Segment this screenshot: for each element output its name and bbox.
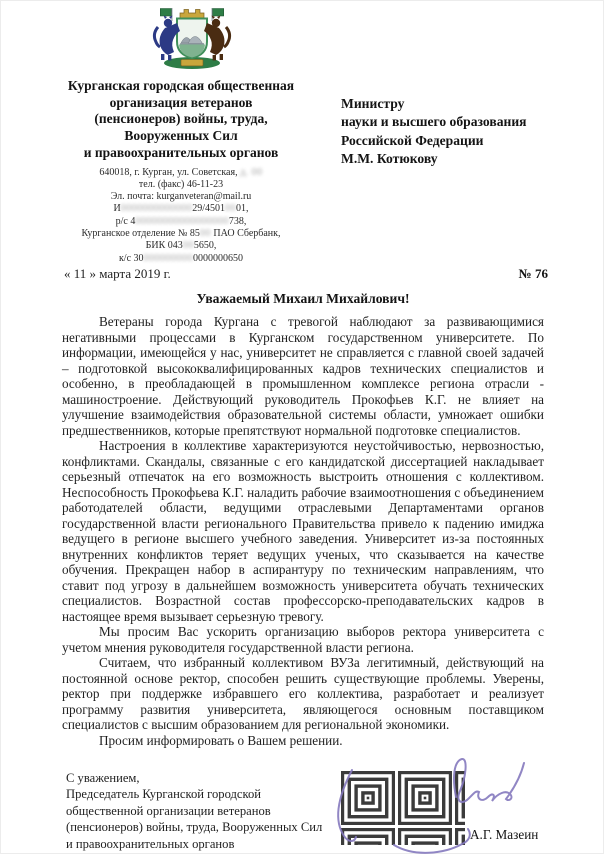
meta-row [64,266,548,282]
contact-text: БИК 043 [145,240,183,252]
contact-text: 5650, [193,240,217,252]
body-paragraph: Считаем, что избранный коллективом ВУЗа легитимный, действующий на постоянной основе ректор, способен решить существующие проблемы. Уверены, ректор при поддержке избравшего его коллектива, разработает и реализует программу развития университета, являющегося основным поставщиком специалистов с высшим образованием для региональной экономики. [62,655,544,732]
contact-text: тел. (факс) 46-11-23 [138,178,224,190]
redacted-text: 0000000000000 [120,203,193,215]
org-name-line: и правоохранительных органов [83,144,279,160]
body-paragraph: Просим информировать о Вашем решении. [99,732,343,748]
redacted-text: 000000000 [143,252,194,264]
redacted-text: д. 00 [240,166,263,178]
contact-text: р/с 4 [115,215,136,227]
contact-line [46,240,316,252]
contact-line [46,216,316,228]
contact-text: 0000000650 [193,252,244,264]
signer-name: А.Г. Мазеин [470,827,539,842]
doc-number: № 76 [518,266,548,281]
recipient-line: М.М. Котюкову [341,151,438,167]
signature-closing-line: С уважением, [66,771,140,785]
redacted-text: 00000000000000000 [135,215,229,227]
contact-text: к/с 30 [118,252,144,264]
kurgan-coat-of-arms-icon [146,6,238,70]
contact-text: Эл. почта: kurganveteran@mail.ru [110,191,252,203]
org-name-line: (пенсионеров) войны, труда, [94,111,268,127]
recipient-block [341,95,591,169]
emblem-left-flag [160,9,171,17]
body-paragraph: Ветераны города Кургана с тревогой наблюдают за развивающимися негативными процессами в Курганском государственном университете. По информации, имеющейся у нас, университет не справляется с главной своей задачей – подготовкой высококвалифицированных кадров технических специалистов и особенно, в преобладающей в промышленном комплексе региона отрасли - машиностроение. Действующий руководитель Прокофьев К.Г. не влияет на улучшение взаимодействия образовательной системы области, умножает ошибки предшественников, которые препятствуют нормальной подготовке специалистов. [62,314,544,438]
signature-closing-block [66,770,322,852]
signature-closing-line: Председатель Курганской городской [66,787,262,802]
emblem-plaque [181,60,203,66]
contact-text: 29/4501 [192,203,225,215]
recipient-line: Министру [341,96,405,111]
contact-line [46,228,316,240]
signature-closing-line: и правоохранительных органов [66,836,235,851]
stamp-icon [341,771,465,845]
recipient-line: науки и высшего образования [341,114,527,130]
contact-line [46,191,316,203]
body-paragraph: Мы просим Вас ускорить организацию выборов ректора университета с учетом мнения руководителя государственной власти региона. [62,624,544,655]
contact-line [46,179,316,191]
letterhead [46,6,316,265]
contact-text: И [113,203,121,215]
org-name-line: Вооруженных Сил [124,128,238,144]
contact-text: 640018, г. Курган, ул. Советская, [99,166,241,178]
doc-date: « 11 » марта 2019 г. [64,266,171,281]
redacted-text: 00 [182,240,194,252]
contact-line [46,253,316,265]
org-name-block [46,78,316,162]
salutation: Уважаемый Михаил Михайлович! [196,291,410,306]
letter-body [62,314,544,748]
redacted-text: 00 [199,228,211,239]
body-paragraph: Настроения в коллективе характеризуются неустойчивостью, нервозностью, конфликтами. Скандалы, связанные с его кандидатской диссертацией накладывает серьезный отпечаток на его возможность выстроить отношения с коллективом. Неспособность Прокофьева К.Г. наладить рабочие взаимоотношения с объединением работодателей области, ведущими отраслевыми Департаментами органов государственной власти регионального Правительства привело к падению имиджа ведущего в регионе высшего учебного заведения. Университет из-за постоянных внутренних конфликтов теряет ведущих ученых, что сказывается на качестве обучения. Прекращен набор в аспирантуру по техническим направлениям, что ставит под угрозу в дальнейшем возможность университета обучать технических специалистов. Возрастной состав профессорско-преподавательских кадров в настоящее время вызывает серьезную тревогу. [62,438,544,624]
contact-text: Курганское отделение № 85 [81,228,200,239]
contact-text: ПАО Сбербанк, [210,228,281,239]
contact-text: 01, [236,203,249,215]
org-name-line: Курганская городская общественная [67,78,295,93]
contact-text: 738, [228,215,247,227]
signature-closing-line: общественной организации ветеранов [66,803,271,818]
emblem-wrap [46,6,316,72]
contact-line [46,167,316,179]
emblem-right-flag [213,9,224,17]
org-name-line: организация ветеранов [109,94,253,110]
signature-closing-line: (пенсионеров) войны, труда, Вооруженных Сил [66,820,323,835]
redacted-text: 00 [225,203,236,215]
org-contacts-block [46,167,316,265]
contact-line [46,203,316,215]
recipient-line: Российской Федерации [341,132,484,148]
